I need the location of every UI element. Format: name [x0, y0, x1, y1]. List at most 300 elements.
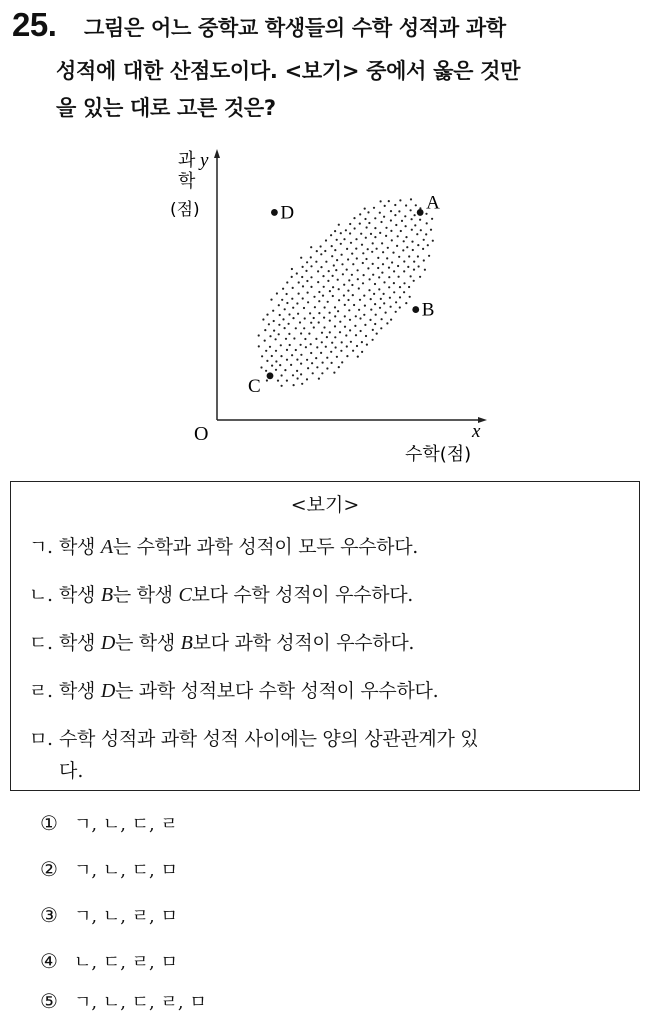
scatter-dot [369, 278, 371, 280]
scatter-dot [300, 373, 302, 375]
scatter-dot [347, 290, 349, 292]
scatter-dot [355, 315, 357, 317]
item-text: 보다 과학 성적이 우수하다. [192, 632, 415, 654]
scatter-dot [300, 354, 302, 356]
scatter-dot [308, 333, 310, 335]
scatter-dot [322, 362, 324, 364]
scatter-dot [275, 350, 277, 352]
box-item-5-continuation: 다. [59, 760, 84, 782]
scatter-dot [380, 221, 382, 223]
scatter-dot [332, 295, 334, 297]
choice-1[interactable] [40, 810, 178, 836]
scatter-dot [272, 310, 274, 312]
scatter-dot [427, 244, 429, 246]
scatter-dot [372, 274, 374, 276]
scatter-dot [285, 338, 287, 340]
scatter-dot [398, 276, 400, 278]
scatter-dot [286, 281, 288, 283]
scatter-dot [349, 319, 351, 321]
scatter-dot [292, 317, 294, 319]
scatter-dot [403, 240, 405, 242]
point-a [417, 209, 424, 216]
y-axis-arrow-icon [214, 149, 220, 158]
scatter-dot [350, 341, 352, 343]
scatter-dot [290, 364, 292, 366]
item-var: B [180, 632, 193, 654]
scatter-dot [321, 332, 323, 334]
scatter-dot [316, 250, 318, 252]
scatter-dot [398, 210, 400, 212]
scatter-dot [261, 355, 263, 357]
scatter-dot [364, 218, 366, 220]
scatter-dot [419, 276, 421, 278]
scatter-dot [305, 346, 307, 348]
scatter-dot [306, 280, 308, 282]
scatter-dot [258, 345, 260, 347]
scatter-dot [296, 370, 298, 372]
scatter-dot [286, 359, 288, 361]
scatter-dot [341, 361, 343, 363]
scatter-dot [423, 239, 425, 241]
scatter-dot [380, 298, 382, 300]
scatter-dot [411, 229, 413, 231]
scatter-dot [389, 297, 391, 299]
item-text: 학생 [59, 584, 101, 606]
scatter-dot [325, 239, 327, 241]
scatter-dot [410, 209, 412, 211]
scatter-dot [341, 341, 343, 343]
scatter-dot [361, 351, 363, 353]
scatter-dot [362, 252, 364, 254]
scatter-dot [350, 242, 352, 244]
scatter-dot [432, 240, 434, 242]
item-text: 보다 수학 성적이 우수하다. [191, 584, 414, 606]
scatter-dot [388, 267, 390, 269]
scatter-dot [310, 352, 312, 354]
scatter-dot [292, 287, 294, 289]
scatter-dot [277, 380, 279, 382]
scatter-dot [405, 302, 407, 304]
item-text: 는 수학과 과학 성적이 모두 우수하다. [112, 536, 419, 558]
scatter-dot [425, 233, 427, 235]
scatter-dot [329, 312, 331, 314]
scatter-dot [398, 256, 400, 258]
scatter-dot [428, 255, 430, 257]
scatter-dot [413, 269, 415, 271]
scatter-dot [347, 299, 349, 301]
item-text: 학생 [59, 680, 101, 702]
scatter-dot [403, 282, 405, 284]
scatter-dot [399, 286, 401, 288]
scatter-dot [258, 334, 260, 336]
point-b [412, 306, 419, 313]
scatter-dot [291, 298, 293, 300]
scatter-dot [367, 267, 369, 269]
scatter-dot [331, 245, 333, 247]
scatter-dot [328, 270, 330, 272]
item-text: 학생 [59, 536, 101, 558]
scatter-dot [323, 317, 325, 319]
question-number: 25. [12, 6, 57, 43]
scatter-dot [357, 278, 359, 280]
box-item-1 [29, 532, 418, 559]
scatter-dot [367, 248, 369, 250]
scatter-dot [355, 248, 357, 250]
scatter-dot [334, 230, 336, 232]
scatter-dot [390, 319, 392, 321]
scatter-dot [334, 315, 336, 317]
scatter-dot [388, 286, 390, 288]
scatter-dot [315, 338, 317, 340]
item-text: 학생 [59, 632, 101, 654]
item-text: 수학 성적과 과학 성적 사이에는 양의 상관관계가 있 [59, 728, 479, 750]
point-d [271, 209, 278, 216]
scatter-dot [420, 229, 422, 231]
scatter-dot [381, 272, 383, 274]
scatter-dot [403, 291, 405, 293]
item-text: 는 학생 [112, 584, 179, 606]
scatter-dot [291, 354, 293, 356]
scatter-dot [320, 266, 322, 268]
scatter-dot [404, 215, 406, 217]
scatter-dot [305, 270, 307, 272]
scatter-dot [275, 360, 277, 362]
scatter-dot [312, 372, 314, 374]
scatter-dot [318, 321, 320, 323]
scatter-dot [329, 320, 331, 322]
scatter-dot [310, 343, 312, 345]
scatter-dot [338, 224, 340, 226]
scatter-dot [407, 266, 409, 268]
scatter-dot [288, 313, 290, 315]
scatter-dot [344, 304, 346, 306]
scatter-dot [278, 324, 280, 326]
choice-text: ㄴ, ㄷ, ㄹ, ㅁ [74, 952, 178, 973]
choice-2[interactable] [40, 856, 178, 882]
scatter-dot [280, 355, 282, 357]
x-axis-var: x [472, 421, 481, 442]
scatter-dot [266, 379, 268, 381]
box-title: <보기> [290, 494, 360, 516]
scatter-dot [301, 383, 303, 385]
scatter-dot [346, 345, 348, 347]
scatter-dot [408, 255, 410, 257]
scatter-dot [357, 269, 359, 271]
scatter-dot [372, 242, 374, 244]
scatter-dot [264, 340, 266, 342]
scatter-dot [300, 363, 302, 365]
choice-5[interactable] [40, 988, 207, 1014]
scatter-dot [310, 286, 312, 288]
scatter-dot [377, 257, 379, 259]
scatter-dot [320, 253, 322, 255]
scatter-dot [278, 333, 280, 335]
scatter-dot [317, 270, 319, 272]
scatter-dot [276, 292, 278, 294]
scatter-dot [358, 309, 360, 311]
scatter-dot [374, 303, 376, 305]
scatter-dot [327, 280, 329, 282]
scatter-dot [343, 238, 345, 240]
scatter-dot [313, 296, 315, 298]
scatter-dot [309, 312, 311, 314]
choice-number: ③ [40, 903, 58, 927]
scatter-dot [313, 326, 315, 328]
scatter-dot [378, 288, 380, 290]
scatter-dot [375, 314, 377, 316]
item-var: D [100, 680, 116, 702]
scatter-dot [310, 322, 312, 324]
scatter-dot [354, 325, 356, 327]
question-line-3: 을 있는 대로 고른 것은? [56, 96, 276, 120]
scatter-dot [371, 251, 373, 253]
scatter-dot [361, 341, 363, 343]
scatter-dot [411, 218, 413, 220]
scatter-dot [351, 274, 353, 276]
scatter-dot [403, 260, 405, 262]
scatter-dot [336, 239, 338, 241]
scatter-dot [260, 366, 262, 368]
scatter-dot [281, 374, 283, 376]
scatter-dot [293, 337, 295, 339]
scatter-dot [365, 237, 367, 239]
scatter-dot [393, 270, 395, 272]
box-item-2 [29, 580, 413, 607]
scatter-dot [271, 355, 273, 357]
question-line-2: 성적에 대한 산점도이다. <보기> 중에서 옳은 것만 [56, 59, 521, 83]
scatter-dot [262, 318, 264, 320]
scatter-dot [264, 329, 266, 331]
scatter-dot [393, 282, 395, 284]
scatter-dot [329, 331, 331, 333]
point-label-b: B [421, 299, 435, 321]
scatter-dot [359, 213, 361, 215]
scatter-dot [317, 281, 319, 283]
scatter-dot [325, 346, 327, 348]
scatter-dot [330, 351, 332, 353]
scatter-dot [374, 217, 376, 219]
scatter-dot [399, 199, 401, 201]
scatter-dot [299, 321, 301, 323]
scatter-dot [380, 200, 382, 202]
scatter-dot [431, 218, 433, 220]
scatter-dot [300, 332, 302, 334]
scatter-dot [372, 263, 374, 265]
scatter-dot [318, 291, 320, 293]
scatter-dot [395, 311, 397, 313]
scatter-dot [306, 378, 308, 380]
scatter-dot [321, 372, 323, 374]
y-label-char-2: 학 [178, 171, 196, 192]
scatter-dot [379, 307, 381, 309]
scatter-dot [295, 327, 297, 329]
scatter-dot [390, 306, 392, 308]
scatter-dot [306, 261, 308, 263]
scatter-dot [385, 227, 387, 229]
scatter-dot [296, 302, 298, 304]
scatter-dot [402, 249, 404, 251]
scatter-dot [411, 241, 413, 243]
scatter-dot [395, 224, 397, 226]
scatter-dot [405, 236, 407, 238]
scatter-plot [150, 140, 510, 470]
scatter-dot [292, 374, 294, 376]
item-text: 는 학생 [115, 632, 181, 654]
scatter-dot [340, 243, 342, 245]
scatter-dot [393, 291, 395, 293]
scatter-dot [385, 312, 387, 314]
scatter-dot [377, 267, 379, 269]
scatter-dot [291, 268, 293, 270]
scatter-dot [370, 298, 372, 300]
scatter-dot [302, 266, 304, 268]
scatter-dot [397, 235, 399, 237]
scatter-dot [344, 315, 346, 317]
scatter-dot [386, 322, 388, 324]
point-label-a: A [426, 192, 440, 214]
scatter-dot [302, 297, 304, 299]
scatter-dot [273, 330, 275, 332]
scatter-dot [284, 327, 286, 329]
item-marker: ㅁ. [29, 728, 53, 750]
scatter-dot [346, 248, 348, 250]
scatter-dot [356, 257, 358, 259]
scatter-dot [403, 270, 405, 272]
scatter-dot [334, 325, 336, 327]
scatter-dot [286, 349, 288, 351]
scatter-dot [334, 306, 336, 308]
scatter-dot [362, 282, 364, 284]
scatter-dot [382, 263, 384, 265]
scatter-dot [355, 238, 357, 240]
scatter-dot [423, 259, 425, 261]
scatter-dot [326, 357, 328, 359]
scatter-dot [363, 295, 365, 297]
scatter-dot [359, 299, 361, 301]
scatter-dot [357, 356, 359, 358]
scatter-dot [284, 369, 286, 371]
scatter-dot [323, 326, 325, 328]
scatter-dot [390, 219, 392, 221]
scatter-dot [392, 252, 394, 254]
scatter-dot [332, 286, 334, 288]
scatter-dot [424, 269, 426, 271]
scatter-dot [416, 233, 418, 235]
scatter-dot [422, 248, 424, 250]
scatter-dot [288, 323, 290, 325]
scatter-dot [315, 261, 317, 263]
item-var: D [100, 632, 116, 654]
box-item-4 [29, 676, 438, 703]
scatter-dot [399, 306, 401, 308]
scatter-dot [344, 326, 346, 328]
scatter-dot [297, 377, 299, 379]
scatter-dot [279, 314, 281, 316]
scatter-dot [363, 314, 365, 316]
scatter-dot [349, 329, 351, 331]
scatter-dot [351, 284, 353, 286]
scatter-dot [288, 333, 290, 335]
scatter-dot [345, 334, 347, 336]
item-var: C [178, 584, 192, 606]
scatter-dot [335, 269, 337, 271]
box-item-5 [29, 724, 478, 751]
scatter-dot [311, 362, 313, 364]
scatter-dot [302, 285, 304, 287]
scatter-dot [383, 281, 385, 283]
scatter-dot [324, 306, 326, 308]
scatter-dot [303, 327, 305, 329]
choice-3[interactable] [40, 902, 178, 928]
scatter-dot [383, 302, 385, 304]
scatter-dot [360, 233, 362, 235]
scatter-dot [334, 336, 336, 338]
scatter-dot [273, 320, 275, 322]
scatter-dot [406, 246, 408, 248]
scatter-dot [410, 198, 412, 200]
scatter-dot [349, 223, 351, 225]
scatter-dot [381, 242, 383, 244]
scatter-dot [387, 247, 389, 249]
scatter-dot [322, 295, 324, 297]
scatter-dot [342, 273, 344, 275]
choice-number: ② [40, 857, 58, 881]
scatter-dot [383, 216, 385, 218]
scatter-dot [374, 283, 376, 285]
item-marker: ㄴ. [29, 584, 53, 606]
scatter-dot [307, 292, 309, 294]
point-label-d: D [280, 202, 295, 224]
scatter-dot [307, 301, 309, 303]
scatter-dot [369, 319, 371, 321]
scatter-dot [322, 275, 324, 277]
y-label-char-1: 과 [178, 150, 196, 171]
scatter-dot [395, 301, 397, 303]
item-marker: ㄱ. [29, 536, 53, 558]
scatter-dot [430, 229, 432, 231]
scatter-dot [335, 346, 337, 348]
scatter-dot [282, 288, 284, 290]
scatter-dot [413, 261, 415, 263]
scatter-dot [397, 265, 399, 267]
scatter-dot [269, 335, 271, 337]
question-line-1: 그림은 어느 중학교 학생들의 수학 성적과 과학 [84, 16, 506, 40]
scatter-dot [298, 293, 300, 295]
scatter-dot [405, 204, 407, 206]
scatter-dot [282, 318, 284, 320]
scatter-dot [409, 296, 411, 298]
scatter-dot [341, 263, 343, 265]
scatter-dot [275, 338, 277, 340]
scatter-dot [364, 208, 366, 210]
scatter-dot [286, 302, 288, 304]
scatter-dot [286, 293, 288, 295]
scatter-dot [346, 355, 348, 357]
scatter-dot [410, 275, 412, 277]
scatter-dot [359, 223, 361, 225]
scatter-dot [374, 323, 376, 325]
point-label-c: C [248, 375, 261, 397]
item-var: B [100, 584, 113, 606]
choice-4[interactable] [40, 948, 178, 974]
scatter-dot [405, 225, 407, 227]
scatter-dot [368, 289, 370, 291]
scatter-dot [353, 304, 355, 306]
scatter-dot [362, 262, 364, 264]
scatter-dot [378, 276, 380, 278]
scatter-dot [331, 362, 333, 364]
scatter-dot [382, 251, 384, 253]
